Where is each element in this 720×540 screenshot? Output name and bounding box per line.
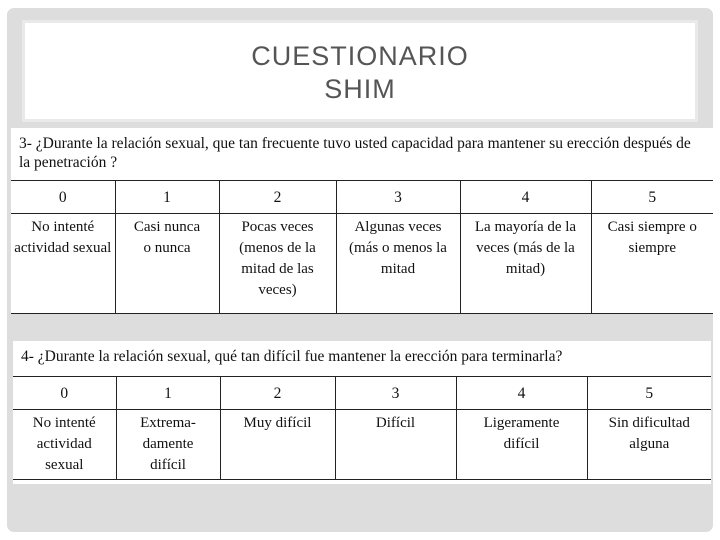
- question-4-block: [13, 341, 711, 484]
- option-number: 5: [591, 181, 713, 214]
- title-line-1: CUESTIONARIO: [251, 41, 469, 71]
- table-row: [13, 410, 711, 480]
- option-answer: La mayoría de la veces (más de la mitad): [460, 214, 591, 314]
- table-row: [11, 181, 713, 214]
- option-number: 0: [13, 377, 116, 410]
- option-answer: Pocas veces (menos de la mitad de las veces): [219, 214, 336, 314]
- question-3-text: 3- ¿Durante la relación sexual, que tan frecuente tuvo usted capacidad para mantener su erección después de la penetración ?: [19, 135, 691, 171]
- option-number: 1: [116, 377, 220, 410]
- page-title: [25, 40, 695, 106]
- option-number: 1: [115, 181, 219, 214]
- option-answer: Extrema-damente difícil: [116, 410, 220, 480]
- option-answer: Muy difícil: [220, 410, 335, 480]
- option-number: 2: [220, 377, 335, 410]
- option-answer: Casi siempre o siempre: [591, 214, 713, 314]
- option-number: 5: [587, 377, 711, 410]
- question-3-block: [11, 128, 713, 313]
- question-4-table: [13, 376, 711, 480]
- option-answer: No intenté actividad sexual: [11, 214, 115, 314]
- option-number: 3: [335, 377, 456, 410]
- table-row: [11, 214, 713, 314]
- table-row: [13, 377, 711, 410]
- option-answer: No intenté actividad sexual: [13, 410, 116, 480]
- option-number: 2: [219, 181, 336, 214]
- option-answer: Ligeramente difícil: [456, 410, 587, 480]
- option-answer: Sin dificultad alguna: [587, 410, 711, 480]
- option-number: 4: [456, 377, 587, 410]
- option-answer: Algunas veces (más o menos la mitad: [336, 214, 460, 314]
- title-box: [22, 20, 698, 122]
- option-answer: Casi nunca o nunca: [115, 214, 219, 314]
- question-3-table: [11, 180, 713, 314]
- option-number: 0: [11, 181, 115, 214]
- title-line-2: SHIM: [324, 74, 396, 104]
- option-number: 3: [336, 181, 460, 214]
- option-answer: Difícil: [335, 410, 456, 480]
- option-number: 4: [460, 181, 591, 214]
- question-4-text: 4- ¿Durante la relación sexual, qué tan difícil fue mantener la erección para terminarla?: [21, 348, 563, 365]
